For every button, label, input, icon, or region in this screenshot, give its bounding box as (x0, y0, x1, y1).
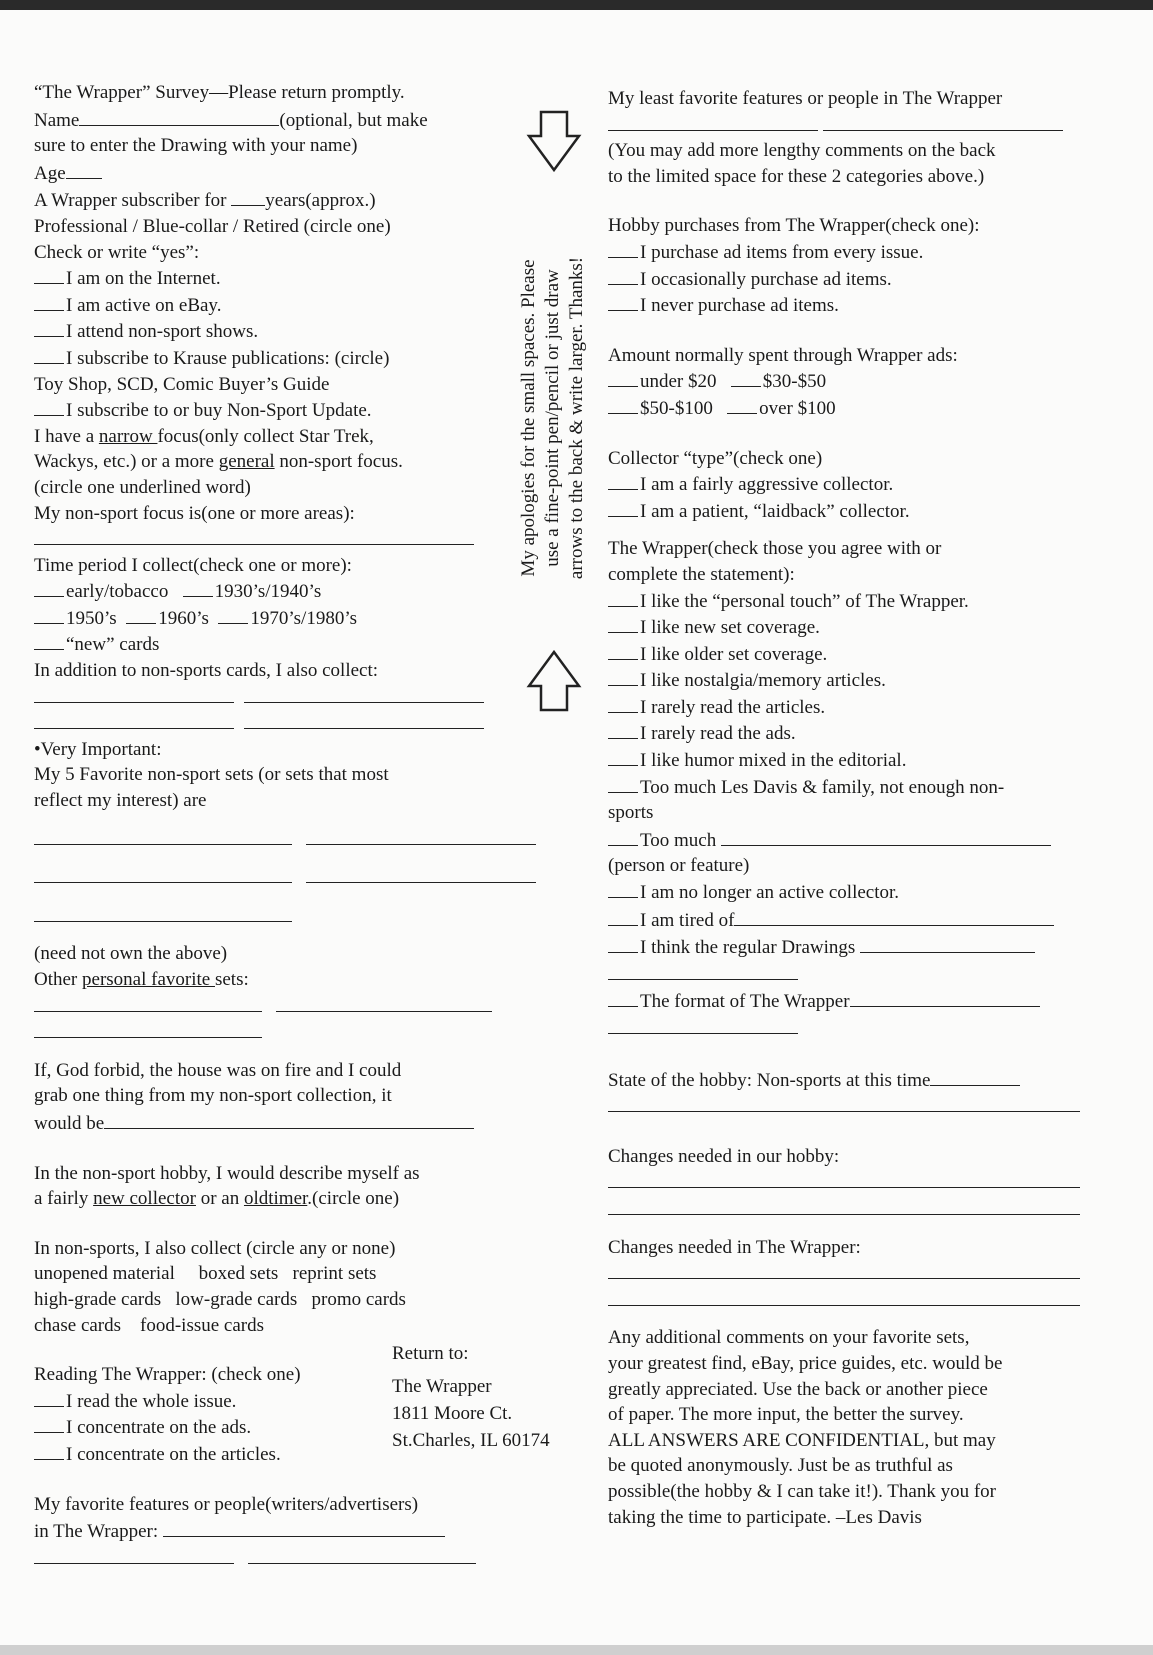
answer-field[interactable] (850, 987, 1040, 1007)
check-nsu (34, 397, 514, 424)
check-label: I never purchase ad items. (640, 295, 839, 317)
ag-person: (person or feature) (608, 855, 750, 877)
text: State of the hobby: Non-sports at this time (608, 1069, 931, 1091)
fav5-answers-3 (34, 903, 514, 930)
focus-line-4: My non-sport focus is(one or more areas): (34, 502, 355, 524)
purchases-label: Hobby purchases from The Wrapper(check one): (608, 215, 980, 237)
return-line-3: St.Charles, IL 60174 (392, 1430, 550, 1451)
fav-features-1: My favorite features or people(writers/advertisers) (34, 1493, 419, 1515)
other-answers-2 (34, 1019, 514, 1046)
ag-toomuch (608, 826, 1108, 854)
occupation-line: Professional / Blue-collar / Retired (circle one) (34, 215, 391, 237)
answer-field[interactable] (608, 961, 798, 980)
check-blank[interactable] (34, 397, 64, 416)
check-label: I rarely read the ads. (640, 723, 796, 745)
ag-rarely-ads (608, 720, 1108, 747)
text: non-sport focus. (274, 451, 403, 473)
name-line (34, 106, 514, 134)
name-label: Name (34, 109, 80, 131)
ag-nostalgia (608, 667, 1108, 694)
focus-field[interactable] (34, 526, 474, 545)
check-blank[interactable] (608, 774, 638, 793)
agree-label-2: complete the statement): (608, 563, 795, 585)
arrow-down-icon (526, 110, 582, 174)
check-blank[interactable] (608, 614, 638, 633)
check-label: I think the regular Drawings (640, 937, 856, 959)
check-blank[interactable] (608, 934, 638, 953)
fav5-answers-2 (34, 864, 514, 891)
ct-aggressive (608, 471, 1108, 498)
check-blank[interactable] (218, 605, 248, 624)
text: personal favorite (82, 969, 215, 990)
purch-every (608, 239, 1108, 266)
check-label: The format of The Wrapper (640, 991, 850, 1013)
answer-field[interactable] (823, 112, 1063, 131)
check-label: Too much Les Davis & family, not enough non- (640, 776, 1005, 798)
new-collector-option[interactable]: new collector (93, 1188, 196, 1210)
check-blank[interactable] (608, 907, 638, 926)
ag-toomuch-les-2: sports (608, 802, 654, 824)
check-blank[interactable] (34, 345, 64, 364)
check-label: I like new set coverage. (640, 617, 820, 639)
check-label: I like humor mixed in the editorial. (640, 750, 907, 772)
subscriber-line (34, 186, 514, 214)
answer-field[interactable] (306, 826, 536, 845)
text: in The Wrapper: (34, 1521, 159, 1543)
state-of-hobby (608, 1066, 1108, 1094)
check-label: I rarely read the articles. (640, 696, 826, 718)
check-label: I am no longer an active collector. (640, 882, 900, 904)
describe-line-1: In the non-sport hobby, I would describe myself as (34, 1162, 420, 1184)
check-label: I am active on eBay. (66, 294, 222, 316)
subscriber-pre: A Wrapper subscriber for (34, 190, 227, 212)
ag-new (608, 614, 1108, 641)
time-row-1 (34, 578, 514, 605)
vertical-note-line-2: use a fine-point pen/pencil or just draw (542, 269, 563, 567)
answer-field[interactable] (34, 710, 234, 729)
very-important: •Very Important: (34, 738, 162, 760)
check-blank[interactable] (608, 239, 638, 258)
check-intro: Check or write “yes”: (34, 241, 200, 263)
fire-line-2: grab one thing from my non-sport collection, it (34, 1085, 392, 1107)
answer-field[interactable] (34, 1019, 262, 1038)
check-label: I attend non-sport shows. (66, 321, 259, 343)
check-label: I concentrate on the ads. (66, 1417, 252, 1439)
answer-field[interactable] (244, 710, 484, 729)
check-blank[interactable] (608, 641, 638, 660)
check-blank[interactable] (34, 1388, 64, 1407)
need-not-own: (need not own the above) (34, 943, 228, 965)
check-blank[interactable] (34, 578, 64, 597)
ag-rarely-articles (608, 694, 1108, 721)
check-ebay (34, 292, 514, 319)
check-blank[interactable] (608, 368, 638, 387)
answer-field[interactable] (306, 864, 536, 883)
age-field[interactable] (66, 159, 102, 179)
check-label: early/tobacco (66, 581, 169, 603)
check-label: Too much (640, 829, 717, 851)
check-label: under $20 (640, 371, 717, 393)
return-line-1: The Wrapper (392, 1376, 492, 1397)
check-label: 1950’s (66, 607, 117, 629)
ag-personal (608, 588, 1108, 615)
fav-features-answers (34, 1545, 514, 1572)
fire-field[interactable] (104, 1109, 474, 1129)
ag-drawings-cont (608, 961, 1108, 988)
other-favorites (34, 967, 514, 993)
vertical-note-line-1: My apologies for the small spaces. Please (518, 259, 539, 577)
state-cont (608, 1093, 1108, 1120)
age-line (34, 159, 514, 187)
changes-hobby-2 (608, 1196, 1108, 1223)
check-blank[interactable] (183, 578, 213, 597)
changes-wrapper-2 (608, 1287, 1108, 1314)
check-label: I like nostalgia/memory articles. (640, 670, 886, 692)
check-blank[interactable] (34, 1441, 64, 1460)
answer-field[interactable] (608, 112, 818, 131)
krause-list: Toy Shop, SCD, Comic Buyer’s Guide (34, 373, 330, 395)
check-label: I like the “personal touch” of The Wrapper. (640, 590, 969, 612)
check-blank[interactable] (126, 605, 156, 624)
years-field[interactable] (231, 186, 265, 206)
least-fav-label: My least favorite features or people in The Wrapper (608, 88, 1003, 109)
text: focus(only collect Star Trek, (157, 425, 374, 447)
narrow-option[interactable]: narrow (98, 425, 158, 447)
option-promo[interactable]: promo cards (311, 1288, 406, 1310)
closing-4: of paper. The more input, the better the survey. (608, 1404, 964, 1426)
answer-field[interactable] (721, 826, 1051, 846)
return-label: Return to: (392, 1343, 469, 1364)
text: or an (195, 1188, 244, 1210)
closing-1: Any additional comments on your favorite sets, (608, 1327, 970, 1349)
check-blank[interactable] (34, 292, 64, 311)
check-internet (34, 265, 514, 292)
check-krause (34, 345, 514, 372)
check-label: over $100 (759, 397, 836, 419)
also-collect-label: In addition to non-sports cards, I also collect: (34, 660, 379, 682)
check-blank[interactable] (727, 395, 757, 414)
least-fav-answers (608, 112, 1108, 139)
check-label: 1960’s (158, 607, 209, 629)
amount-row-2 (608, 395, 1108, 422)
purch-occ (608, 266, 1108, 293)
fav5-line-2: reflect my interest) are (34, 790, 207, 812)
option-food-issue[interactable]: food-issue cards (140, 1314, 265, 1336)
ag-format (608, 987, 1108, 1015)
answer-field[interactable] (34, 826, 292, 845)
vertical-note-text (517, 208, 589, 628)
scan-bottom-edge (0, 1645, 1153, 1655)
collector-type-label: Collector “type”(check one) (608, 447, 823, 469)
check-blank[interactable] (34, 1414, 64, 1433)
ag-tired (608, 906, 1108, 934)
option-boxed[interactable]: boxed sets (198, 1263, 279, 1285)
fav-features-field[interactable] (163, 1517, 445, 1537)
check-blank[interactable] (608, 588, 638, 607)
oldtimer-option[interactable]: oldtimer (243, 1188, 308, 1210)
general-option[interactable]: general (218, 451, 275, 473)
check-label: I subscribe to Krause publications: (circle) (66, 347, 390, 369)
right-column (608, 86, 1108, 1530)
reading-label: Reading The Wrapper: (check one) (34, 1364, 301, 1386)
closing-6: be quoted anonymously. Just be as truthful as (608, 1455, 953, 1477)
answer-field[interactable] (34, 864, 292, 883)
ag-older (608, 641, 1108, 668)
name-note: (optional, but make (279, 109, 428, 131)
answer-field[interactable] (34, 993, 262, 1012)
also-row-1 (34, 1261, 514, 1287)
answer-field[interactable] (608, 1169, 1080, 1188)
answer-field[interactable] (34, 903, 292, 922)
check-blank[interactable] (34, 631, 64, 650)
return-address (392, 1340, 550, 1454)
answer-field[interactable] (276, 993, 492, 1012)
focus-line-2 (34, 449, 514, 475)
text: .(circle one) (307, 1188, 400, 1210)
answer-field[interactable] (734, 906, 1054, 926)
changes-hobby-label: Changes needed in our hobby: (608, 1145, 840, 1167)
focus-answer-line (34, 526, 514, 553)
check-label: I subscribe to or buy Non-Sport Update. (66, 400, 372, 422)
survey-title: “The Wrapper” Survey—Please return promptly. (34, 82, 405, 103)
answer-field[interactable] (608, 1260, 1080, 1279)
ag-format-cont (608, 1015, 1108, 1042)
lengthy-2: to the limited space for these 2 categories above.) (608, 165, 985, 187)
ag-humor (608, 747, 1108, 774)
also-collect-intro: In non-sports, I also collect (circle any or none) (34, 1237, 396, 1259)
vertical-note-line-3: arrows to the back & write larger. Thanks! (566, 256, 587, 580)
time-period-label: Time period I collect(check one or more): (34, 554, 352, 576)
check-blank[interactable] (608, 827, 638, 846)
text: a fairly (34, 1188, 94, 1210)
check-label: I occasionally purchase ad items. (640, 268, 892, 290)
lengthy-1: (You may add more lengthy comments on the back (608, 140, 996, 162)
also-row-2 (34, 1287, 514, 1313)
check-blank[interactable] (34, 605, 64, 624)
option-high-grade[interactable]: high-grade cards (34, 1288, 162, 1310)
changes-wrapper-1 (608, 1260, 1108, 1287)
check-shows (34, 318, 514, 345)
check-blank[interactable] (608, 720, 638, 739)
text: Other (34, 969, 83, 990)
check-blank[interactable] (608, 747, 638, 766)
purch-never (608, 292, 1108, 319)
check-label: I am a fairly aggressive collector. (640, 474, 894, 496)
check-blank[interactable] (608, 266, 638, 285)
closing-3: greatly appreciated. Use the back or another piece (608, 1378, 988, 1400)
amount-row-1 (608, 368, 1108, 395)
check-blank[interactable] (608, 988, 638, 1007)
fire-line-1: If, God forbid, the house was on fire and I could (34, 1059, 402, 1081)
check-label: 1970’s/1980’s (250, 607, 357, 629)
time-row-2 (34, 605, 514, 632)
arrow-up-icon (526, 648, 582, 712)
check-label: I read the whole issue. (66, 1390, 237, 1412)
option-low-grade[interactable]: low-grade cards (175, 1288, 298, 1310)
text: Wackys, etc.) or a more (34, 451, 219, 473)
check-label: $50-$100 (640, 397, 713, 419)
check-blank[interactable] (608, 667, 638, 686)
changes-wrapper-label: Changes needed in The Wrapper: (608, 1236, 861, 1258)
check-label: $30-$50 (762, 371, 827, 393)
answer-field[interactable] (608, 1196, 1080, 1215)
answer-field[interactable] (608, 1093, 1080, 1112)
ct-patient (608, 498, 1108, 525)
check-blank[interactable] (34, 318, 64, 337)
check-label: 1930’s/1940’s (214, 581, 322, 603)
fav5-answers-1 (34, 826, 514, 853)
focus-line-1 (34, 424, 514, 450)
fav-features-2 (34, 1517, 514, 1545)
check-blank[interactable] (608, 694, 638, 713)
ag-nolonger (608, 879, 1108, 906)
fire-line-3 (34, 1109, 514, 1137)
closing-5: ALL ANSWERS ARE CONFIDENTIAL, but may (608, 1429, 996, 1451)
also-row-3 (34, 1313, 514, 1339)
check-label: I am tired of (640, 909, 735, 931)
also-collect-line-2 (34, 710, 514, 737)
name-note-2: sure to enter the Drawing with your name) (34, 135, 358, 157)
focus-line-3: (circle one underlined word) (34, 476, 251, 498)
fav5-line-1: My 5 Favorite non-sport sets (or sets that most (34, 764, 389, 786)
check-blank[interactable] (608, 879, 638, 898)
check-blank[interactable] (608, 395, 638, 414)
closing-2: your greatest find, eBay, price guides, etc. would be (608, 1352, 1003, 1374)
answer-field[interactable] (34, 684, 234, 703)
return-line-2: 1811 Moore Ct. (392, 1403, 513, 1424)
check-label: I purchase ad items from every issue. (640, 241, 924, 263)
answer-field[interactable] (248, 1545, 476, 1564)
check-label: “new” cards (66, 634, 160, 656)
agree-label-1: The Wrapper(check those you agree with or (608, 538, 942, 560)
answer-field[interactable] (930, 1066, 1020, 1086)
answer-field[interactable] (860, 933, 1035, 953)
check-blank[interactable] (608, 498, 638, 517)
text: sets: (214, 969, 249, 990)
closing-8: taking the time to participate. –Les Davis (608, 1506, 922, 1528)
also-collect-line-1 (34, 684, 514, 711)
subscriber-post: years(approx.) (265, 190, 376, 212)
ag-toomuch-les (608, 774, 1108, 801)
check-label: I concentrate on the articles. (66, 1443, 281, 1465)
check-blank[interactable] (608, 292, 638, 311)
amount-label: Amount normally spent through Wrapper ads: (608, 344, 958, 366)
option-reprint[interactable]: reprint sets (292, 1263, 377, 1285)
changes-hobby-1 (608, 1169, 1108, 1196)
check-blank[interactable] (608, 471, 638, 490)
closing-7: possible(the hobby & I can take it!). Thank you for (608, 1480, 996, 1502)
check-blank[interactable] (731, 368, 761, 387)
time-row-3 (34, 631, 514, 658)
scan-top-edge (0, 0, 1153, 10)
check-blank[interactable] (34, 265, 64, 284)
check-label: I am a patient, “laidback” collector. (640, 500, 910, 522)
answer-field[interactable] (608, 1015, 798, 1034)
other-answers-1 (34, 993, 514, 1020)
describe-line-2 (34, 1186, 514, 1212)
answer-field[interactable] (34, 1545, 234, 1564)
check-label: I am on the Internet. (66, 268, 221, 290)
name-field[interactable] (79, 106, 279, 126)
option-unopened[interactable]: unopened material (34, 1263, 175, 1285)
option-chase[interactable]: chase cards (34, 1314, 122, 1336)
ag-drawings (608, 933, 1108, 961)
answer-field[interactable] (244, 684, 484, 703)
check-label: I like older set coverage. (640, 643, 828, 665)
answer-field[interactable] (608, 1287, 1080, 1306)
text: I have a (34, 425, 99, 447)
text: would be (34, 1112, 105, 1134)
age-label: Age (34, 162, 66, 184)
vertical-note (513, 208, 593, 628)
